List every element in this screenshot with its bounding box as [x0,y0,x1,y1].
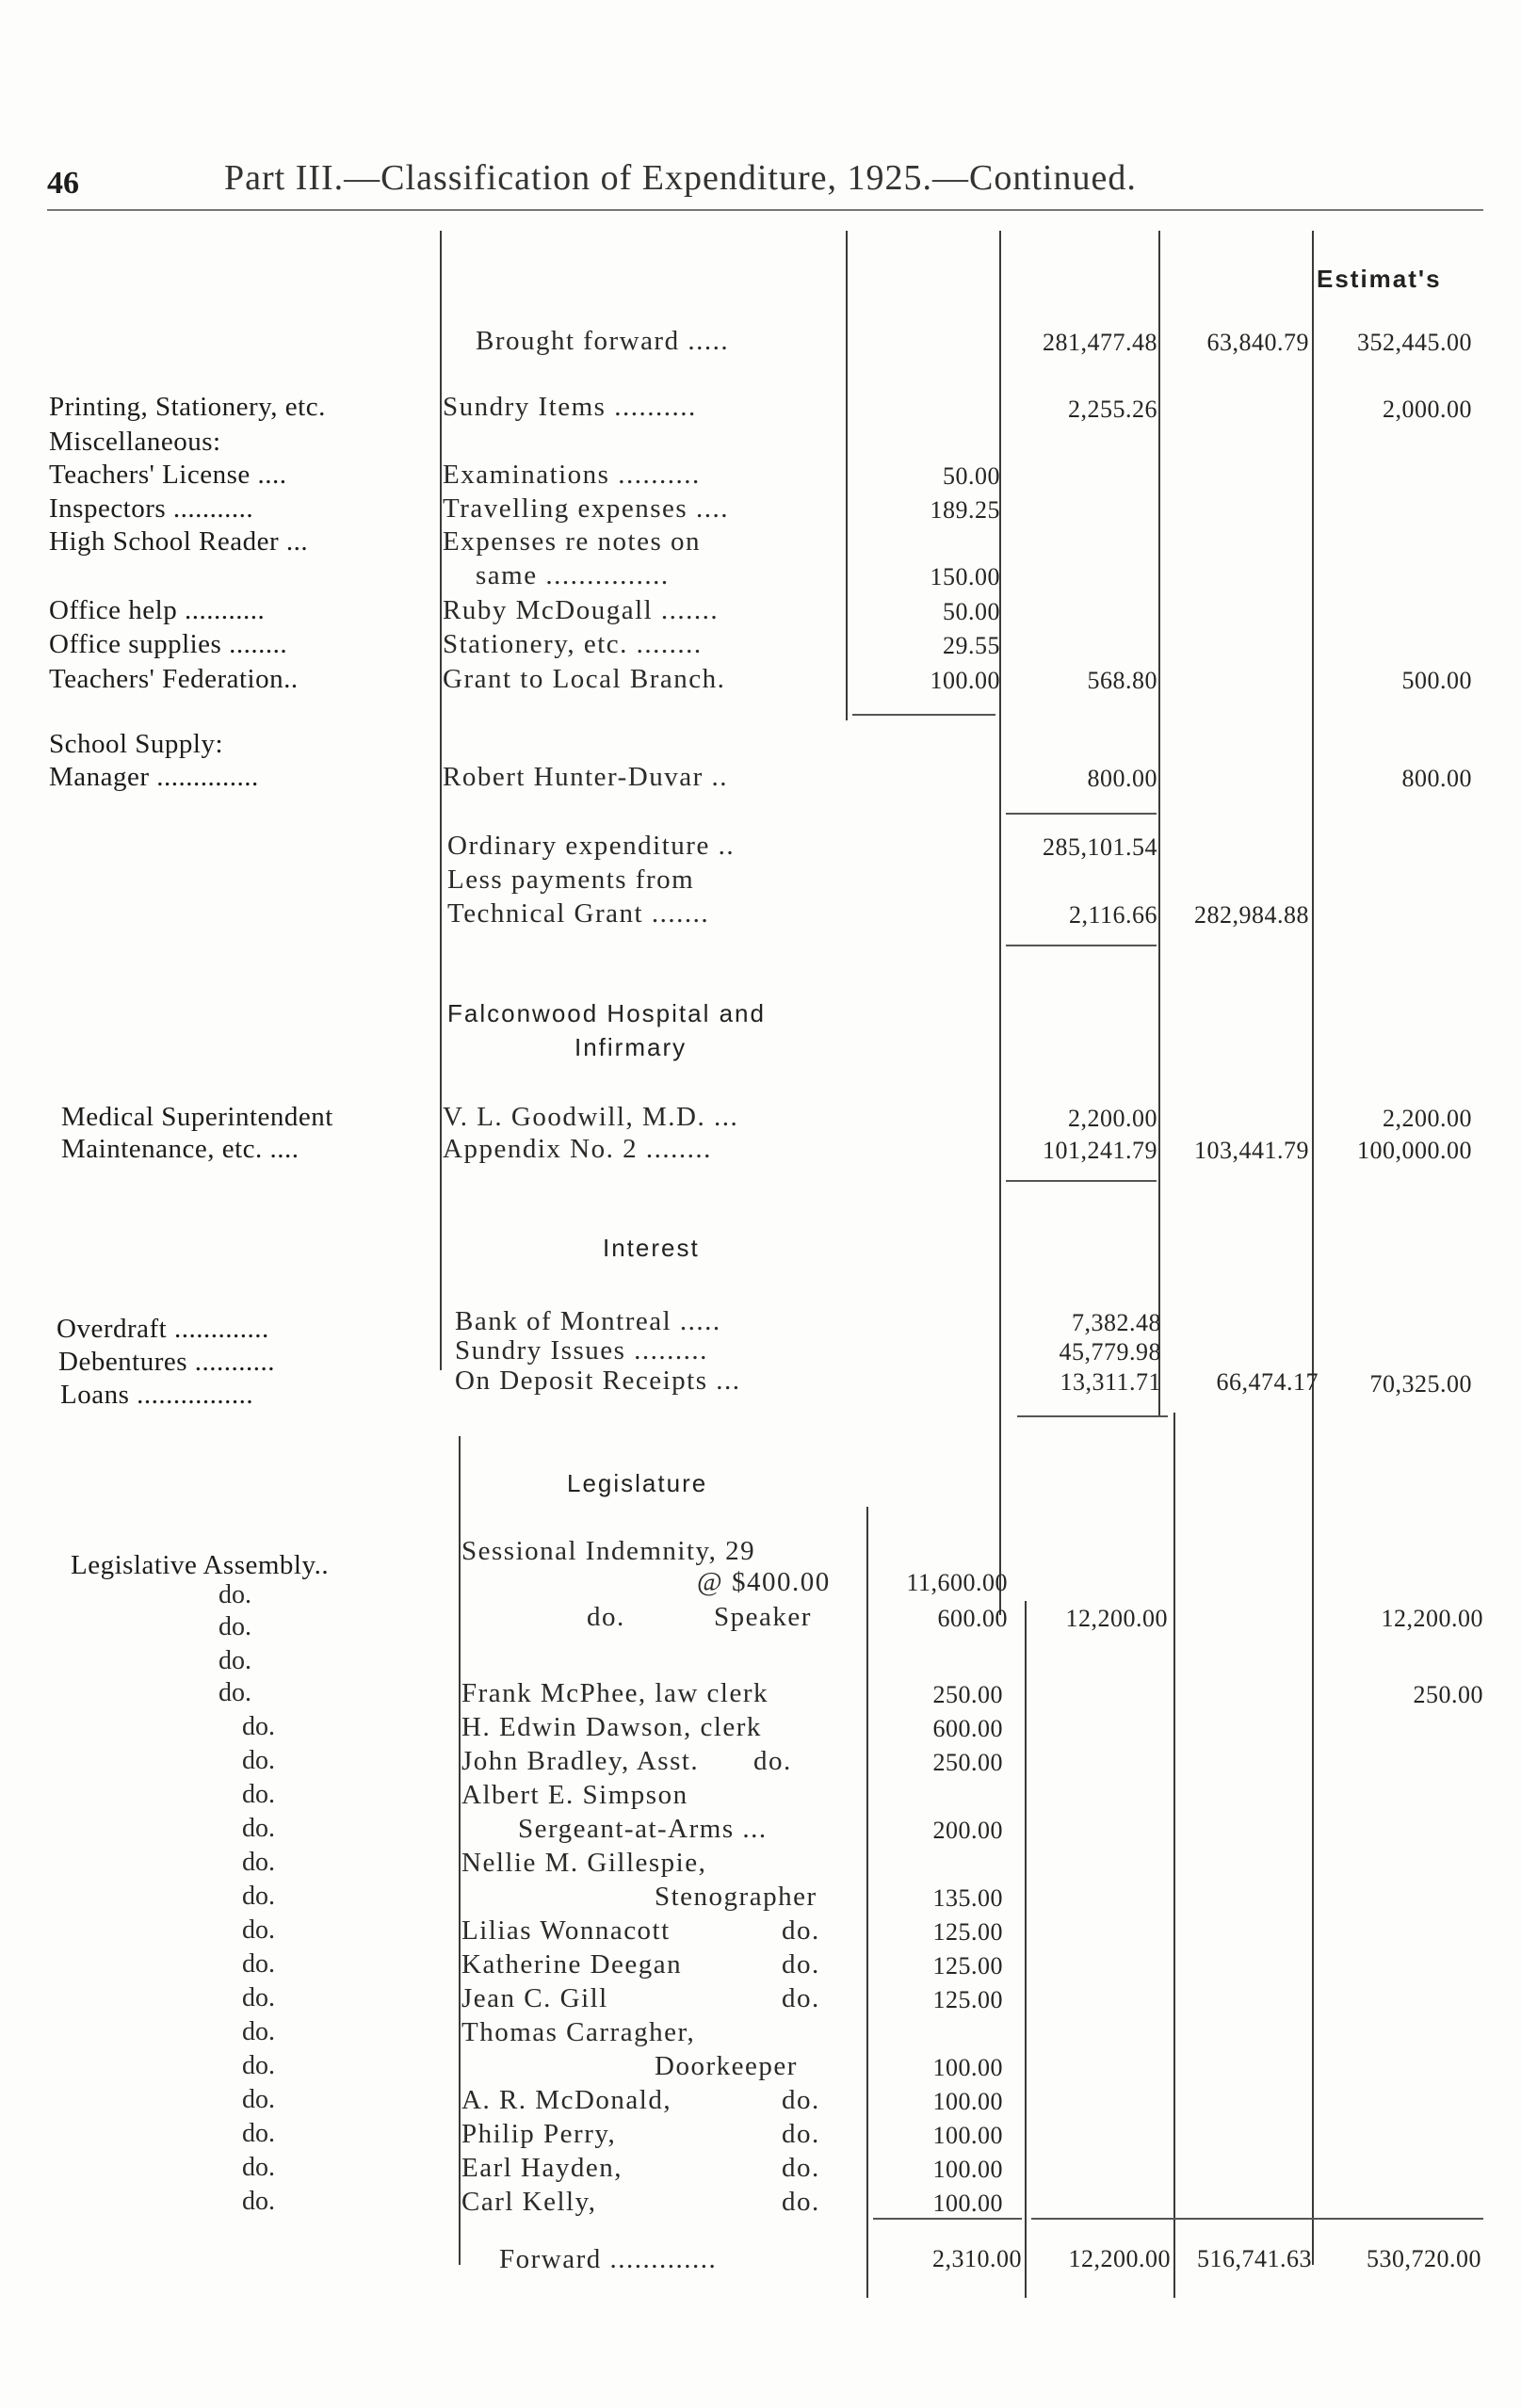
staff-role: do. [782,1915,820,1946]
staff-name: Philip Perry, [461,2119,617,2149]
amount: 100.00 [930,667,1000,694]
item-description: Ordinary expenditure .. [447,831,736,861]
sum-rule [1017,1415,1168,1417]
forward-label: Forward ............. [499,2244,718,2274]
sum-rule [852,714,995,716]
ditto-mark: do. [218,1612,251,1641]
staff-name: Doorkeeper [655,2051,798,2081]
amount: 11,600.00 [906,1569,1008,1596]
item-description: Bank of Montreal ..... [455,1306,721,1336]
ditto-mark: do. [242,1780,275,1809]
item-description: same ............... [476,560,670,590]
staff-name: Nellie M. Gillespie, [461,1848,707,1878]
item-description: Grant to Local Branch. [443,664,726,694]
brought-forward-label: Brought forward ..... [476,326,730,356]
item-description: Technical Grant ....... [447,898,710,929]
category-label: Medical Superintendent [61,1102,333,1132]
amount: 600.00 [932,1715,1003,1742]
category-label: Inspectors ........... [49,493,254,524]
section-heading: Infirmary [574,1033,688,1061]
amount: 100.00 [932,2122,1003,2149]
staff-role: do. [782,2187,820,2217]
item-description: Sessional Indemnity, 29 [461,1536,756,1566]
amount: 250.00 [932,1749,1003,1776]
sum-rule [1006,1180,1157,1182]
amount: 2,255.26 [1068,396,1157,423]
amount: 63,840.79 [1206,329,1309,356]
amount: 12,200.00 [1068,2245,1171,2272]
amount: 516,741.63 [1197,2245,1312,2272]
estimate: 530,720.00 [1367,2245,1481,2272]
staff-name: A. R. McDonald, [461,2085,672,2115]
page-title: Part III.—Classification of Expenditure, 1925.—Continued. [224,158,1137,198]
column-rule-2 [846,231,848,720]
staff-role: do. [753,1746,792,1776]
item-description: Travelling expenses .... [443,493,729,524]
item-description: Stationery, etc. ........ [443,629,703,659]
amount: 800.00 [1087,765,1157,792]
column-rule-3 [999,231,1001,1615]
item-description: On Deposit Receipts ... [455,1366,741,1396]
amount: 125.00 [932,1986,1003,2013]
item-description: Sundry Issues ......... [455,1335,708,1366]
staff-name: Sergeant-at-Arms ... [518,1814,768,1844]
staff-name: Jean C. Gill [461,1983,608,2013]
staff-name: Katherine Deegan [461,1949,683,1980]
category-label: High School Reader ... [49,526,309,557]
staff-name: Lilias Wonnacott [461,1915,671,1946]
ditto-mark: do. [242,2153,275,2182]
column-rule-2b [866,1507,868,2298]
ditto-mark: do. [218,1580,251,1609]
amount: 100.00 [932,2054,1003,2081]
column-header: Estimat's [1317,265,1442,293]
amount: 103,441.79 [1194,1137,1309,1164]
ditto-mark: do. [242,1814,275,1843]
amount: 600.00 [937,1605,1008,1632]
amount: 100.00 [932,2190,1003,2217]
sum-rule [1006,945,1157,946]
amount: 100.00 [932,2156,1003,2183]
staff-name: John Bradley, Asst. [461,1746,700,1776]
section-heading: Falconwood Hospital and [447,999,766,1027]
amount: 2,310.00 [932,2245,1022,2272]
staff-name: Albert E. Simpson [461,1780,688,1810]
amount: 125.00 [932,1952,1003,1980]
header-rule [47,209,1483,211]
ditto-mark: do. [242,2051,275,2080]
staff-name: H. Edwin Dawson, clerk [461,1712,762,1742]
amount: 125.00 [932,1918,1003,1946]
column-rule-5 [1312,231,1314,2265]
category-label: Office help ........... [49,595,266,625]
amount: 101,241.79 [1043,1137,1157,1164]
item-description: V. L. Goodwill, M.D. ... [443,1102,739,1132]
estimate: 2,200.00 [1383,1105,1472,1132]
staff-name: Earl Hayden, [461,2153,623,2183]
amount: 13,311.71 [1060,1368,1161,1396]
ditto-mark: do. [218,1678,251,1707]
ditto-mark: do. [218,1646,251,1675]
category-label: Manager .............. [49,762,259,792]
column-rule-4 [1158,231,1160,1417]
staff-role: do. [782,1949,820,1980]
section-heading: Legislature [567,1469,708,1497]
amount: 189.25 [930,496,1000,524]
amount: 285,101.54 [1043,833,1157,861]
category-label: Miscellaneous: [49,427,221,457]
amount: 2,116.66 [1068,901,1157,929]
amount: 250.00 [932,1681,1003,1708]
staff-name: Frank McPhee, law clerk [461,1678,769,1708]
staff-name: Stenographer [655,1882,817,1912]
estimate: 2,000.00 [1383,396,1472,423]
category-label: Teachers' Federation.. [49,664,299,694]
staff-role: do. [782,2119,820,2149]
amount: 135.00 [932,1884,1003,1912]
amount: 29.55 [943,632,1000,659]
item-description: Appendix No. 2 ........ [443,1134,712,1164]
ditto-mark: do. [242,1848,275,1877]
item-description: Less payments from [447,865,695,895]
staff-role: do. [782,1983,820,2013]
amount: 45,779.98 [1059,1338,1161,1366]
estimate: 800.00 [1401,765,1472,792]
ditto-mark: do. [242,2119,275,2148]
estimate: 352,445.00 [1357,329,1472,356]
staff-role: do. [782,2153,820,2183]
staff-name: Thomas Carragher, [461,2017,696,2047]
item-description: Examinations .......... [443,460,701,490]
category-label: Overdraft ............. [57,1314,269,1344]
column-rule-3b [1025,1601,1027,2298]
amount: 282,984.88 [1194,901,1309,929]
category-label: Debentures ........... [58,1347,276,1377]
column-rule-1 [440,231,442,1370]
estimate: 100,000.00 [1357,1137,1472,1164]
amount: 150.00 [930,563,1000,590]
amount: 281,477.48 [1043,329,1157,356]
amount: 12,200.00 [1065,1605,1168,1632]
item-description: Robert Hunter-Duvar .. [443,762,729,792]
column-rule-4b [1173,1413,1175,2298]
ditto-mark: do. [242,1915,275,1945]
amount: 100.00 [932,2088,1003,2115]
staff-role: do. [782,2085,820,2115]
amount: 66,474.17 [1216,1368,1319,1396]
staff-name: Carl Kelly, [461,2187,597,2217]
category-label: Legislative Assembly.. [71,1550,330,1580]
page-number: 46 [47,166,79,201]
estimate: 500.00 [1401,667,1472,694]
estimate: 70,325.00 [1369,1370,1472,1398]
sum-rule [1031,2218,1483,2220]
sum-rule [873,2218,1022,2220]
category-label: Maintenance, etc. .... [61,1134,299,1164]
amount: 200.00 [932,1817,1003,1844]
column-rule-1b [459,1436,461,2265]
ditto-mark: do. [242,2017,275,2046]
ditto-mark: do. [242,1712,275,1741]
item-description: do. [587,1602,625,1632]
amount: 50.00 [943,462,1000,490]
amount: 7,382.48 [1072,1309,1161,1336]
category-label: Printing, Stationery, etc. [49,392,326,422]
ditto-mark: do. [242,1949,275,1979]
estimate: 12,200.00 [1381,1605,1483,1632]
amount: 2,200.00 [1068,1105,1157,1132]
ditto-mark: do. [242,1983,275,2012]
amount: 50.00 [943,598,1000,625]
ditto-mark: do. [242,1882,275,1911]
section-heading: Interest [603,1234,700,1262]
ditto-mark: do. [242,2187,275,2216]
item-description: Sundry Items .......... [443,392,697,422]
category-label: Teachers' License .... [49,460,287,490]
item-description: Speaker [714,1602,812,1632]
item-description: Expenses re notes on [443,526,702,557]
estimate: 250.00 [1413,1681,1483,1708]
ditto-mark: do. [242,2085,275,2114]
category-label: School Supply: [49,729,224,759]
item-description: Ruby McDougall ....... [443,595,720,625]
sum-rule [1006,813,1157,815]
ditto-mark: do. [242,1746,275,1775]
category-label: Office supplies ........ [49,629,288,659]
amount: 568.80 [1087,667,1157,694]
category-label: Loans ................ [60,1380,254,1410]
item-description: @ $400.00 [697,1567,831,1597]
